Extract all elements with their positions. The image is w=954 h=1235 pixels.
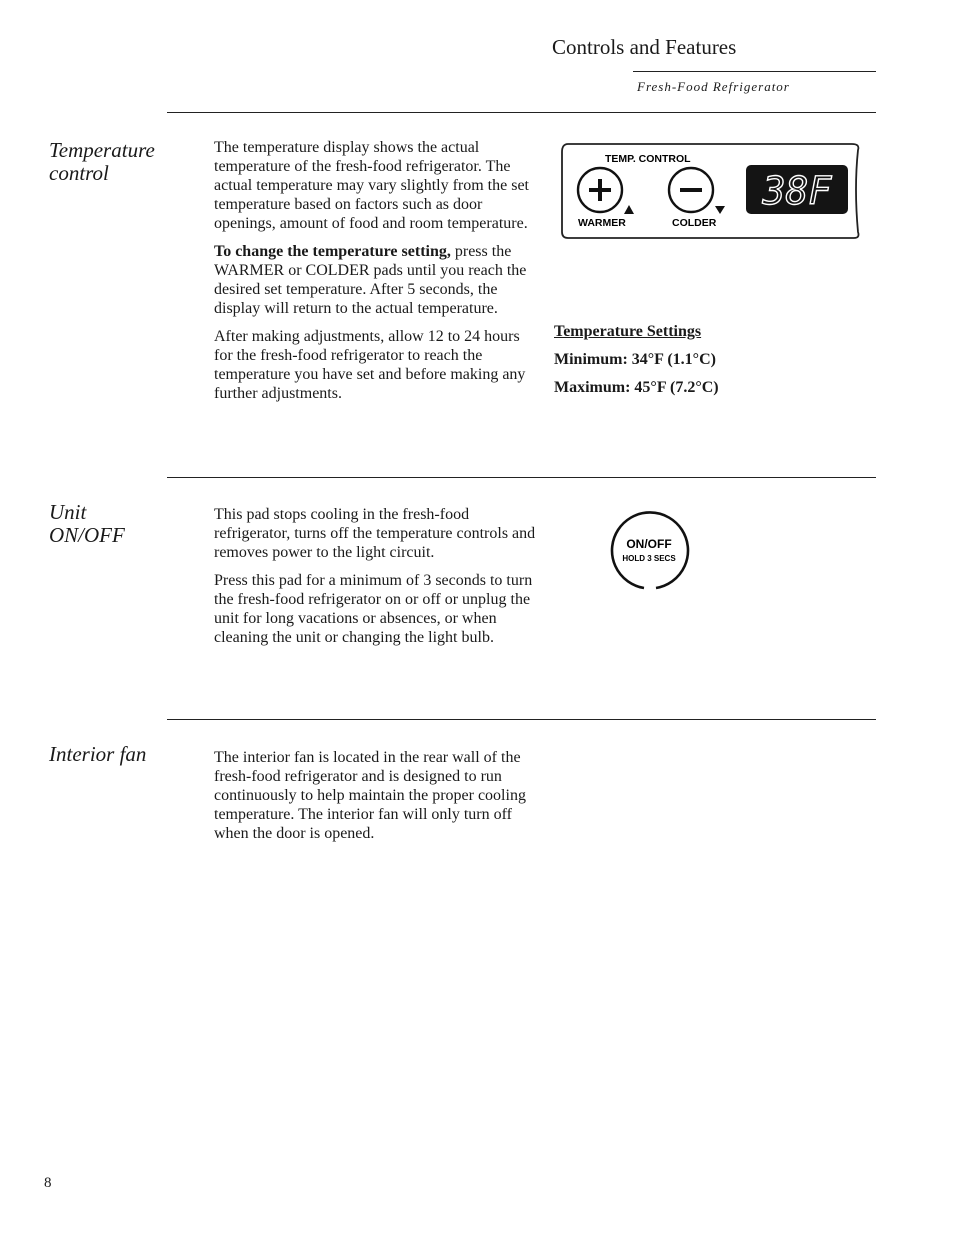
triangle-down-icon (715, 206, 725, 214)
temperature-settings-title: Temperature Settings (554, 323, 702, 340)
section-body-interior-fan (214, 748, 536, 852)
paragraph: This pad stops cooling in the fresh-food refrigerator, turns off the temperature controls and removes power to the light circuit. (214, 506, 536, 561)
paragraph: The temperature display shows the actual temperature of the fresh-food refrigerator. The actual temperature may vary slightly from the set temperature based on factors such as door openings, amount of food and room temperature. (214, 139, 529, 232)
section-body-temperature-control (214, 138, 536, 412)
temperature-maximum: Maximum: 45°F (7.2°C) (554, 379, 719, 396)
paragraph: To change the temperature setting, press the WARMER or COLDER pads until you reach the desired set temperature. After 5 seconds, the display will return to the actual temperature. (214, 243, 527, 317)
colder-button[interactable] (669, 168, 713, 212)
paragraph: Press this pad for a minimum of 3 seconds to turn the fresh-food refrigerator on or off or unplug the unit for long vacations or absences, or when cleaning the unit or changing the light bulb. (214, 572, 533, 646)
warmer-label: WARMER (578, 217, 626, 229)
section-divider (167, 719, 876, 720)
page-header-subtitle: Fresh-Food Refrigerator (637, 79, 790, 94)
section-title-interior-fan: Interior fan (49, 742, 147, 766)
temp-control-panel (556, 138, 866, 242)
section-divider (167, 477, 876, 478)
display-value: 38F (762, 169, 832, 213)
section-title-unit-on-off: Unit ON/OFF (49, 500, 125, 547)
temperature-settings (554, 318, 719, 402)
on-off-label: ON/OFF (626, 537, 672, 551)
triangle-up-icon (624, 205, 634, 214)
on-off-button[interactable] (605, 506, 695, 596)
page-header-title: Controls and Features (552, 35, 737, 59)
paragraph: After making adjustments, allow 12 to 24 hours for the fresh-food refrigerator to reach the temperature you have set and before making any further adjustments. (214, 328, 526, 402)
paragraph: The interior fan is located in the rear wall of the fresh-food refrigerator and is designed to run continuously to help maintain the proper cooling temperature. The interior fan will only turn off when the door is opened. (214, 749, 526, 842)
temperature-minimum: Minimum: 34°F (1.1°C) (554, 351, 716, 368)
plus-icon (589, 179, 611, 201)
page-number: 8 (44, 1175, 52, 1191)
header-rule (633, 71, 876, 72)
section-body-unit-on-off (214, 505, 536, 656)
section-title-temperature-control: Temperature control (49, 138, 155, 185)
temp-control-label: TEMP. CONTROL (605, 153, 691, 165)
section-divider (167, 112, 876, 113)
colder-label: COLDER (672, 217, 717, 229)
hold-3-secs-label: HOLD 3 SECS (622, 554, 676, 563)
warmer-button[interactable] (578, 168, 622, 212)
